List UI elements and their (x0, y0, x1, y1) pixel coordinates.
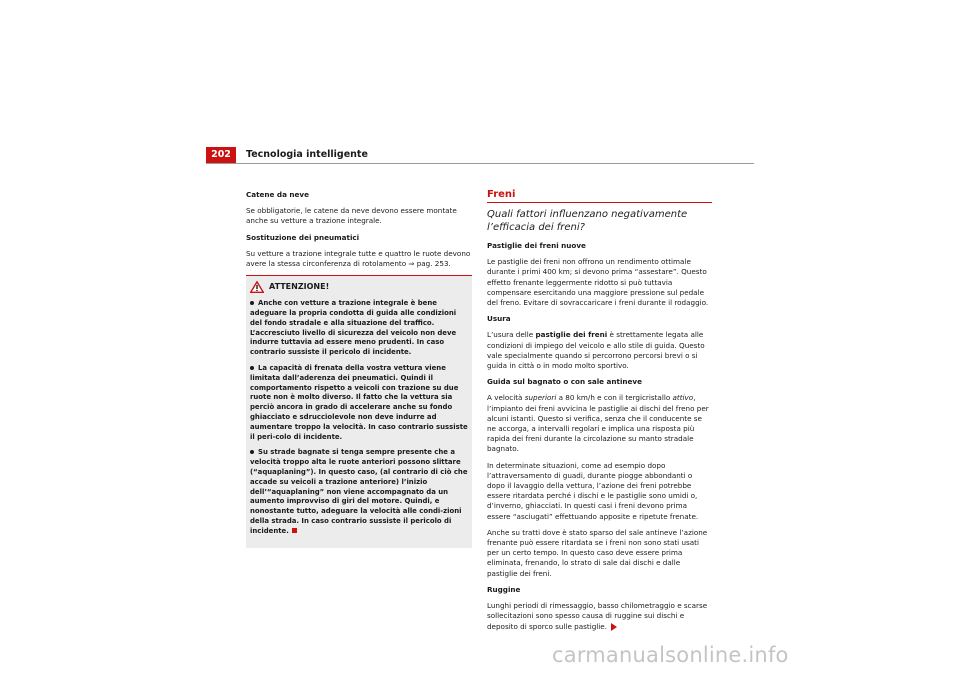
warning-item: Su strade bagnate si tenga sempre presente che a velocità troppo alta le ruote anteriori possono slittare (“aquaplaning”). In questo caso, (al contrario di ciò che accade su veicoli a trazione anteriore) l’inizio dell’“aquaplaning” non viene accompagnato da un aumento improvviso di giri del motore. Quindi, e nonostante tutto, adeguare la velocità alle condi-zioni della strada. In caso contrario sussiste il pericolo di incidente. (250, 448, 468, 535)
warning-box (246, 275, 472, 547)
tyres-heading: Sostituzione dei pneumatici (246, 232, 360, 242)
wet-heading: Guida sul bagnato o con sale antineve (487, 377, 642, 387)
bullet-icon (250, 301, 254, 305)
wet-text-3: Anche su tratti dove è stato sparso del sale antineve l’azione frenante può essere ritardata se i freni non sono stati usati per un certo tempo. In questo caso deve essere prima eliminata, frenando, lo strato di sale dai dischi e dalle pastiglie dei freni. (487, 527, 708, 578)
left-column (246, 190, 472, 548)
bullet-icon (250, 450, 254, 454)
section-subtitle: Quali fattori influenzano negativamente l’efficacia dei freni? (487, 209, 688, 233)
page-number: 202 (206, 147, 236, 163)
wear-heading: Usura (487, 314, 511, 324)
warning-header (250, 281, 468, 293)
right-column (487, 188, 712, 638)
wet-text-2: In determinate situazioni, come ad esempio dopo l’attraversamento di guadi, durante piogge abbondanti o dopo il lavaggio della vettura, l’azione dei freni potrebbe essere ritardata perché i dischi e le pastiglie sono umidi o, d’inverno, ghiacciati. In questi casi i freni devono prima essere “asciugati” effettuando apposite e ripetute frenate. (487, 460, 699, 521)
rust-heading: Ruggine (487, 584, 521, 594)
new-pads-text: Le pastiglie dei freni non offrono un rendimento ottimale durante i primi 400 km; si devono prima “assestare”. Questo effetto frenante leggermente ridotto si può tuttavia compensare esercitando una maggiore pressione sul pedale del freno. Evitare di sovraccaricare i freni durante il rodaggio. (487, 257, 709, 308)
section-title: Freni (487, 188, 712, 203)
tyres-text: Su vetture a trazione integrale tutte e quattro le ruote devono avere la stessa circonferenza di rotolamento ⇒ pag. 253. (246, 248, 471, 269)
continue-arrow-icon (611, 623, 617, 631)
bullet-icon (250, 366, 254, 370)
warning-triangle-icon (250, 281, 264, 293)
new-pads-heading: Pastiglie dei freni nuove (487, 241, 586, 250)
warning-item: La capacità di frenata della vostra vettura viene limitata dall’aderenza dei pneumatici. Quindi il comportamento rispetto a veicoli con trazione su due ruote non è molto diverso. Il fatto che la vettura sia perciò ancora in grado di accelerare anche su fondo ghiacciato e sdrucciolevole non deve indurre ad aumentare troppo la velocità. In caso contrario sussiste il peri-colo di incidente. (250, 364, 468, 441)
header-divider (206, 163, 754, 164)
warning-title: ATTENZIONE! (269, 282, 330, 292)
warning-item: Anche con vetture a trazione integrale è bene adeguare la propria condotta di guida alle condizioni del fondo stradale e alla situazione del traffico. L’accresciuto livello di sicurezza del veicolo non deve indurre tuttavia ad essere meno prudenti. In caso contrario sussiste il pericolo di incidente. (250, 299, 457, 357)
section-end-icon (292, 528, 297, 533)
rust-text: Lunghi periodi di rimessaggio, basso chilometraggio e scarse sollecitazioni sono spesso causa di ruggine sui dischi e deposito di sporco sulle pastiglie. (487, 601, 708, 631)
chains-heading: Catene da neve (246, 190, 309, 199)
running-header-title: Tecnologia intelligente (246, 149, 368, 160)
watermark: carmanualsonline.info (552, 643, 789, 667)
wet-text-1: A velocità superiori a 80 km/h e con il tergicristallo attivo, l’impianto dei freni avvicina le pastiglie ai dischi del freno per alcuni istanti. Questo si verifica, senza che il conducente se ne accorga, a intervalli regolari e implica una risposta più rapida dei freni durante la circolazione su manto stradale bagnato. (487, 393, 709, 454)
wear-text: L’usura delle pastiglie dei freni è strettamente legata alle condizioni di impiego del veicolo e allo stile di guida. Questo vale specialmente quando si percorrono percorsi brevi o si guida in città o in modo molto sportivo. (487, 330, 705, 371)
chains-text: Se obbligatorie, le catene da neve devono essere montate anche su vetture a trazione integrale. (246, 206, 457, 226)
